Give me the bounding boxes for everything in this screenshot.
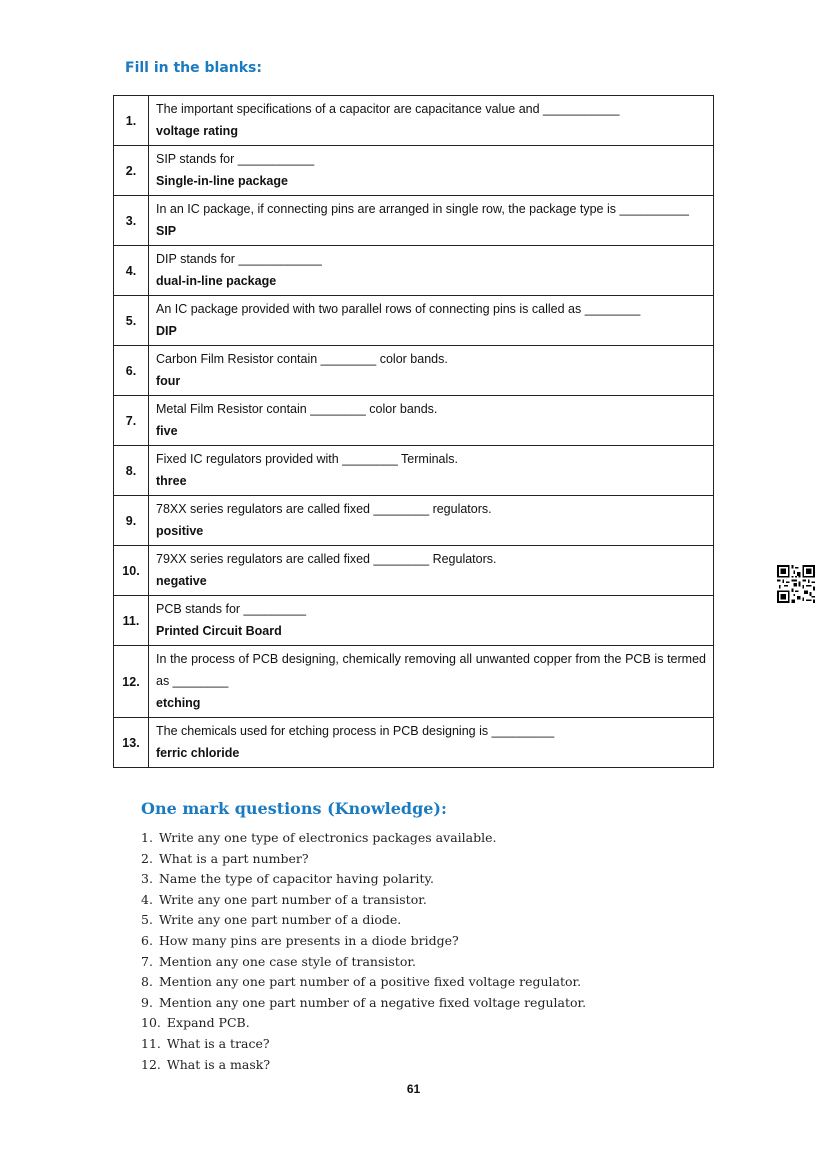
table-row: [114, 546, 714, 596]
row-number: 2.: [114, 146, 149, 196]
item-number: 7.: [141, 953, 153, 969]
table-row: [114, 346, 714, 396]
answer-text: ferric chloride: [156, 746, 240, 760]
row-number: 6.: [114, 346, 149, 396]
list-item: [141, 910, 586, 931]
row-content: [149, 446, 714, 496]
item-number: 3.: [141, 871, 153, 887]
one-mark-questions-heading: One mark questions (Knowledge):: [141, 799, 447, 818]
question-text: The important specifications of a capacitor are capacitance value and ___________: [156, 102, 620, 116]
table-row: [114, 246, 714, 296]
table-row: [114, 646, 714, 718]
row-number: 10.: [114, 546, 149, 596]
answer-text: three: [156, 474, 187, 488]
question-text: Fixed IC regulators provided with ________ Terminals.: [156, 452, 459, 466]
answer-text: Single-in-line package: [156, 174, 288, 188]
item-text: Mention any one part number of a positive fixed voltage regulator.: [158, 974, 582, 990]
list-item: [141, 1013, 586, 1034]
list-item: [141, 1055, 586, 1076]
table-row: [114, 196, 714, 246]
item-number: 12.: [141, 1056, 161, 1072]
row-number: 1.: [114, 96, 149, 146]
row-content: [149, 496, 714, 546]
row-number: 9.: [114, 496, 149, 546]
question-text: DIP stands for ____________: [156, 252, 322, 266]
item-number: 8.: [141, 974, 153, 990]
row-content: [149, 96, 714, 146]
answer-text: voltage rating: [156, 124, 238, 138]
row-content: [149, 596, 714, 646]
answer-text: five: [156, 424, 178, 438]
list-item: [141, 931, 586, 952]
question-text: SIP stands for ___________: [156, 152, 315, 166]
row-number: 5.: [114, 296, 149, 346]
item-text: Mention any one case style of transistor.: [158, 953, 416, 969]
answer-text: dual-in-line package: [156, 274, 277, 288]
row-number: 11.: [114, 596, 149, 646]
table-row: [114, 96, 714, 146]
answer-text: etching: [156, 696, 201, 710]
row-number: 12.: [114, 646, 149, 718]
list-item: [141, 890, 586, 911]
answer-text: Printed Circuit Board: [156, 624, 282, 638]
question-text: In an IC package, if connecting pins are arranged in single row, the package type is __________: [156, 202, 689, 216]
question-text: An IC package provided with two parallel rows of connecting pins is called as ________: [156, 302, 641, 316]
question-text: Carbon Film Resistor contain ________ color bands.: [156, 352, 448, 366]
row-content: [149, 246, 714, 296]
qr-code-icon: [777, 565, 815, 603]
item-text: Name the type of capacitor having polarity.: [158, 871, 434, 887]
row-number: 4.: [114, 246, 149, 296]
answer-text: four: [156, 374, 181, 388]
list-item: [141, 849, 586, 870]
item-number: 5.: [141, 912, 153, 928]
item-text: Write any one part number of a transistor.: [158, 891, 427, 907]
row-content: [149, 146, 714, 196]
item-number: 2.: [141, 850, 153, 866]
list-item: [141, 972, 586, 993]
list-item: [141, 952, 586, 973]
item-text: Write any one type of electronics packages available.: [158, 830, 497, 845]
one-mark-questions-list: [141, 828, 586, 1075]
list-item: [141, 869, 586, 890]
question-text: PCB stands for _________: [156, 602, 307, 616]
list-item: [141, 1034, 586, 1055]
table-row: [114, 296, 714, 346]
table-row: [114, 496, 714, 546]
item-number: 4.: [141, 891, 153, 907]
fill-in-the-blanks-heading: Fill in the blanks:: [125, 60, 262, 76]
row-content: [149, 646, 714, 718]
answer-text: negative: [156, 574, 207, 588]
answer-text: DIP: [156, 324, 177, 338]
question-text: Metal Film Resistor contain ________ color bands.: [156, 402, 438, 416]
table-row: [114, 146, 714, 196]
item-number: 1.: [141, 830, 153, 845]
question-text: In the process of PCB designing, chemically removing all unwanted copper from the PCB is termed as ________: [156, 652, 706, 688]
row-content: [149, 546, 714, 596]
answer-text: SIP: [156, 224, 177, 238]
page-number: 61: [406, 1082, 421, 1096]
row-content: [149, 396, 714, 446]
row-content: [149, 296, 714, 346]
question-text: 79XX series regulators are called fixed ________ Regulators.: [156, 552, 497, 566]
question-text: 78XX series regulators are called fixed ________ regulators.: [156, 502, 492, 516]
item-text: How many pins are presents in a diode bridge?: [158, 932, 459, 948]
item-number: 11.: [141, 1035, 161, 1051]
item-number: 10.: [141, 1015, 161, 1031]
list-item: [141, 993, 586, 1014]
item-text: Expand PCB.: [166, 1015, 250, 1031]
fill-in-the-blanks-table: [113, 95, 714, 768]
row-number: 8.: [114, 446, 149, 496]
item-text: What is a part number?: [158, 850, 309, 866]
question-text: The chemicals used for etching process in PCB designing is _________: [156, 724, 555, 738]
table-row: [114, 718, 714, 768]
row-number: 3.: [114, 196, 149, 246]
list-item: [141, 828, 586, 849]
item-text: Mention any one part number of a negative fixed voltage regulator.: [158, 994, 587, 1010]
table-row: [114, 396, 714, 446]
item-number: 9.: [141, 994, 153, 1010]
row-content: [149, 196, 714, 246]
item-text: What is a mask?: [166, 1056, 271, 1072]
row-content: [149, 346, 714, 396]
item-text: Write any one part number of a diode.: [158, 912, 402, 928]
table-row: [114, 596, 714, 646]
row-content: [149, 718, 714, 768]
row-number: 7.: [114, 396, 149, 446]
item-text: What is a trace?: [166, 1035, 270, 1051]
row-number: 13.: [114, 718, 149, 768]
item-number: 6.: [141, 932, 153, 948]
table-row: [114, 446, 714, 496]
answer-text: positive: [156, 524, 204, 538]
